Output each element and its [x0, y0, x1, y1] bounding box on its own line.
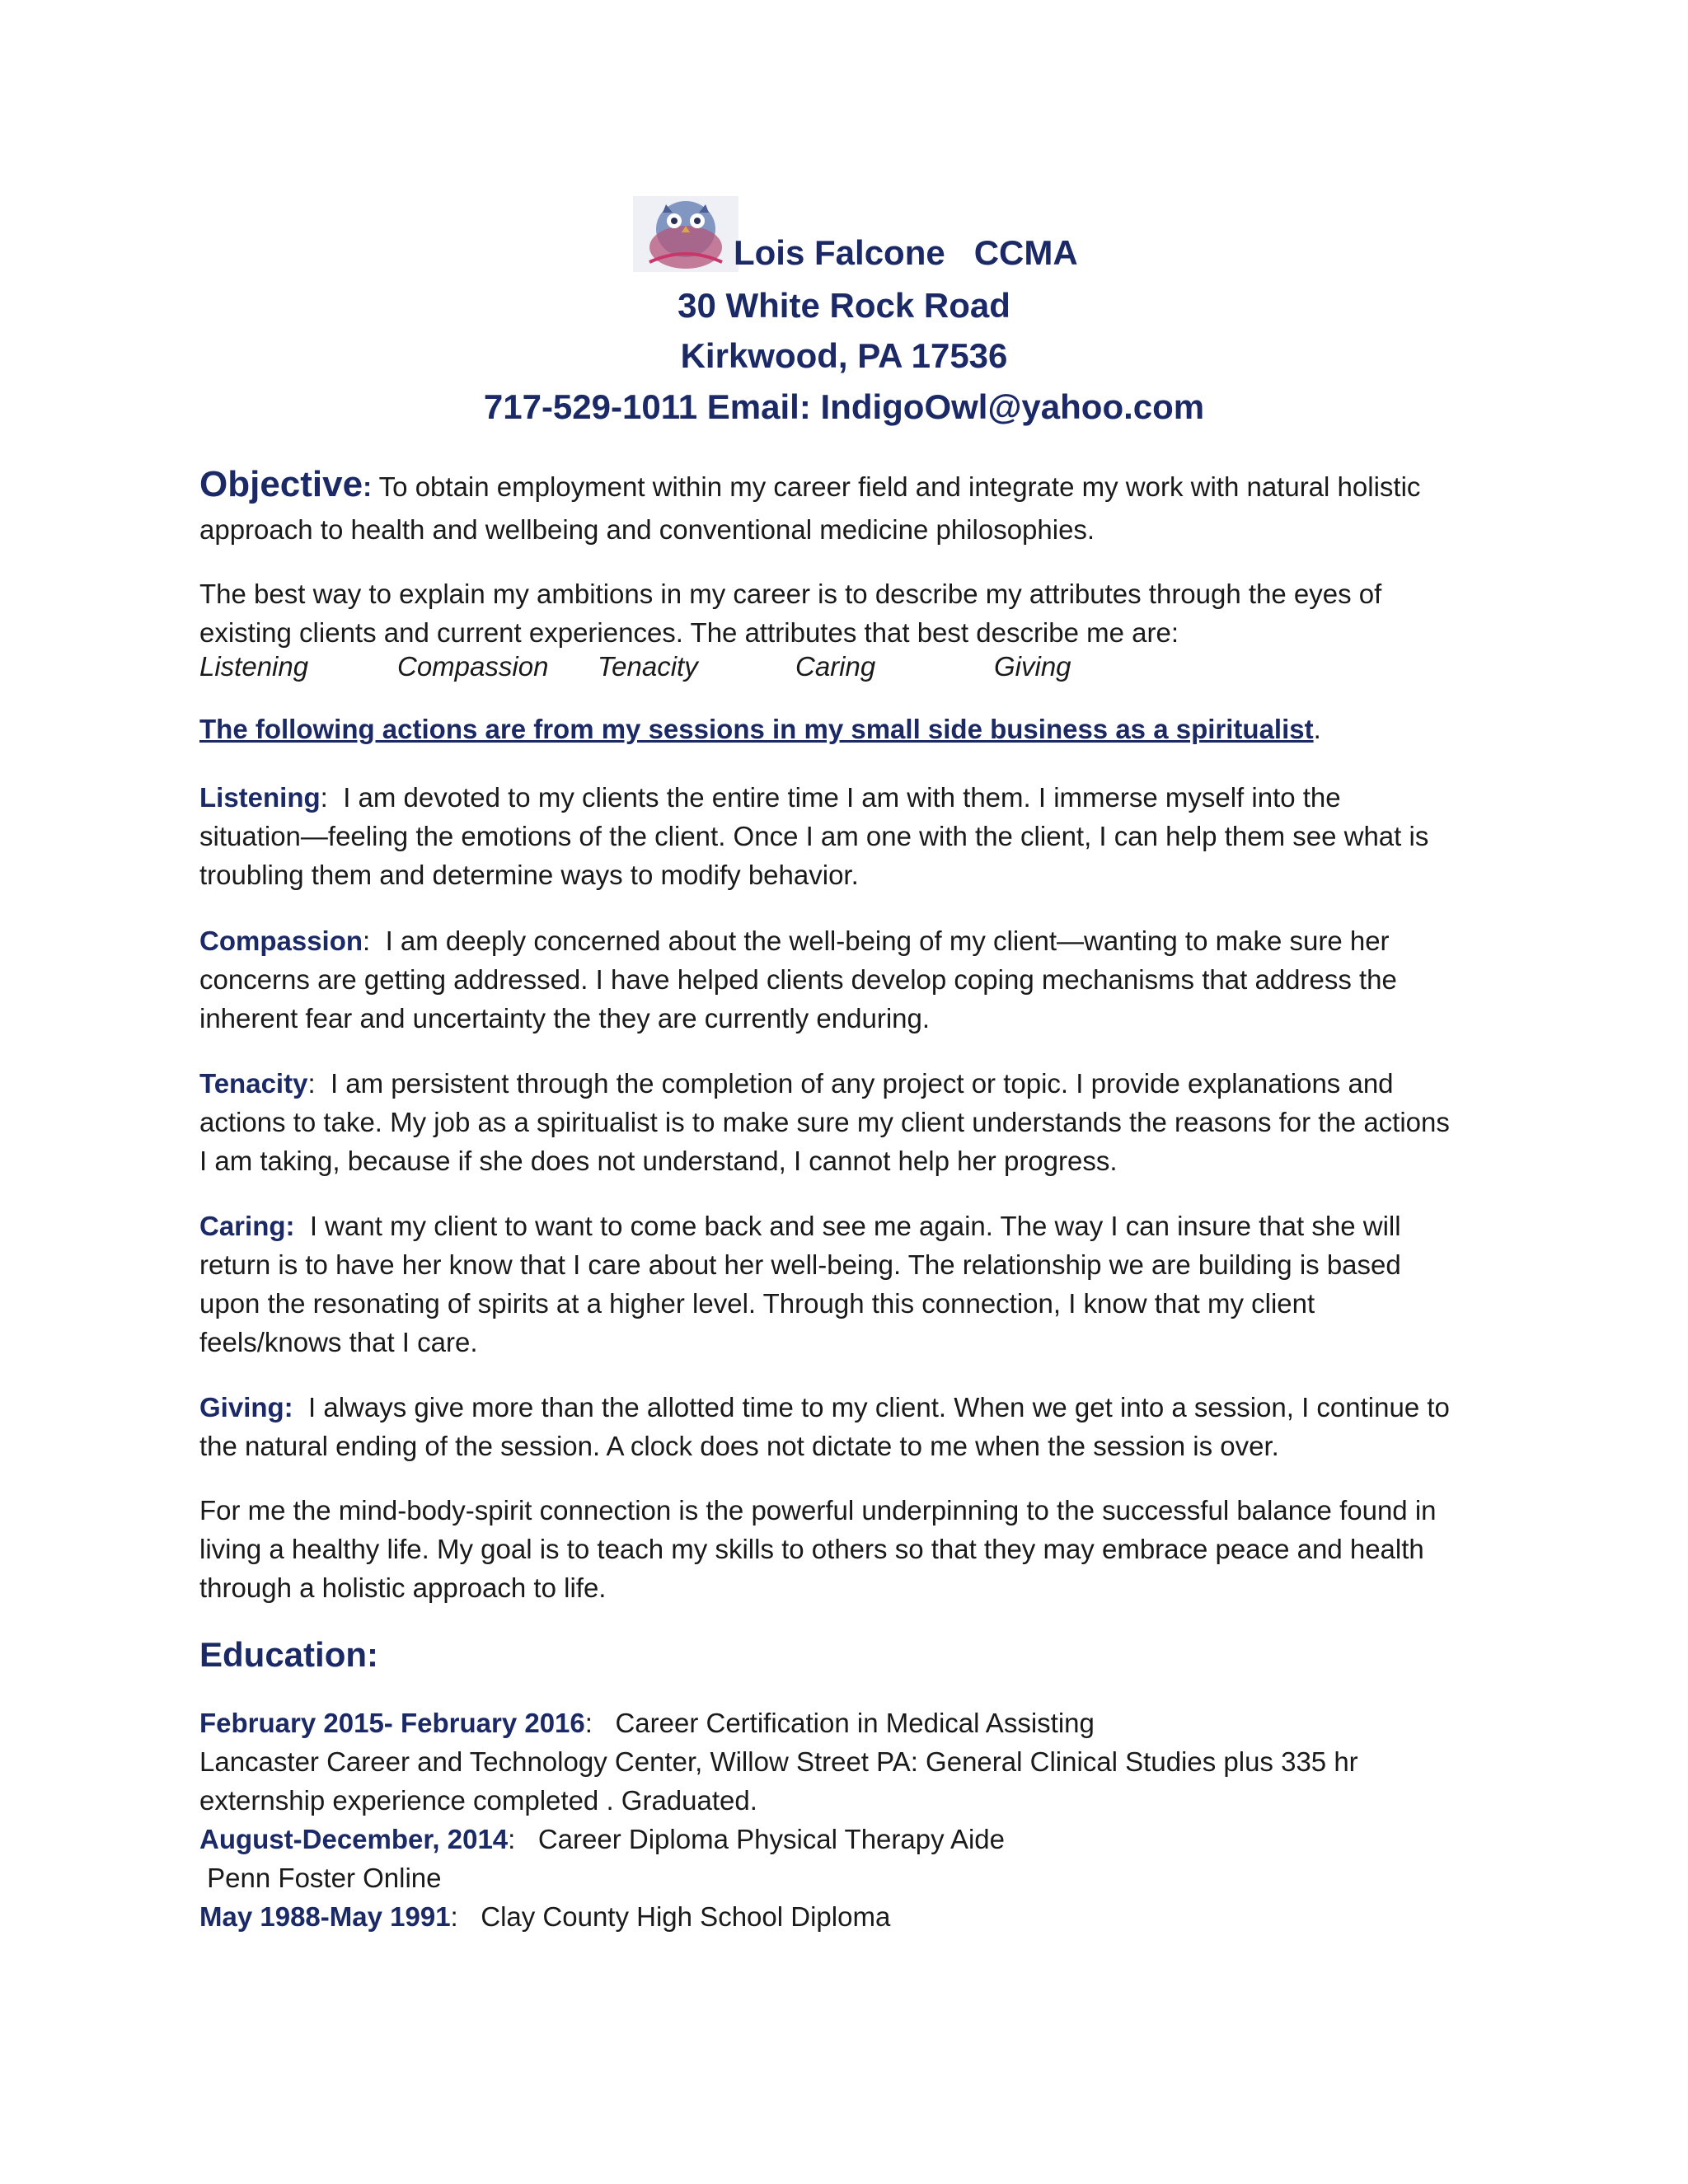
section-line: concerns are getting addressed. I have helped clients develop coping mechanisms that address the: [199, 964, 1397, 995]
section-sep: [295, 1211, 310, 1241]
education-sep: :: [508, 1824, 538, 1854]
section-giving: [199, 1388, 1502, 1465]
section-line: I always give more than the allotted time to my client. When we get into a session, I continue to: [308, 1392, 1450, 1422]
education-sep: :: [450, 1901, 481, 1932]
closing-paragraph: [199, 1491, 1502, 1607]
section-line: feels/knows that I care.: [199, 1327, 478, 1357]
section-line: inherent fear and uncertainty the they are currently enduring.: [199, 1003, 931, 1033]
objective-line-1: To obtain employment within my career field and integrate my work with natural holistic: [378, 471, 1421, 502]
attribute-giving: Giving: [994, 651, 1071, 682]
attribute-caring: Caring: [795, 651, 876, 682]
closing-line: For me the mind-body-spirit connection is the powerful underpinning to the successful balance found in: [199, 1495, 1437, 1526]
section-sep: :: [363, 926, 386, 956]
objective-line-2: approach to health and wellbeing and conventional medicine philosophies.: [199, 514, 1095, 545]
education-detail: Lancaster Career and Technology Center, Willow Street PA: General Clinical Studies plus 335 hr: [199, 1746, 1358, 1777]
closing-line: through a holistic approach to life.: [199, 1572, 607, 1603]
intro-line-2: existing clients and current experiences. The attributes that best describe me are:: [199, 617, 1179, 648]
section-label: Tenacity: [199, 1068, 308, 1099]
section-line: actions to take. My job as a spiritualist is to make sure my client understands the reasons for the actions: [199, 1107, 1450, 1137]
business-note-text: The following actions are from my sessions in my small side business as a spiritualist: [199, 714, 1314, 744]
education-title: Clay County High School Diploma: [481, 1901, 891, 1932]
section-line: I am persistent through the completion of any project or topic. I provide explanations and: [330, 1068, 1394, 1099]
section-compassion: [199, 921, 1502, 1038]
objective-colon: :: [363, 471, 373, 502]
education-title: Career Certification in Medical Assisting: [615, 1708, 1095, 1738]
section-line: situation—feeling the emotions of the client. Once I am one with the client, I can help them see what is: [199, 821, 1429, 851]
applicant-name: Lois Falcone CCMA: [734, 233, 1078, 272]
section-tenacity: [199, 1064, 1502, 1180]
section-caring: [199, 1207, 1502, 1361]
business-note-period: .: [1313, 714, 1321, 744]
section-line: I am devoted to my clients the entire time I am with them. I immerse myself into the: [343, 782, 1341, 813]
section-line: upon the resonating of spirits at a higher level. Through this connection, I know that my client: [199, 1288, 1315, 1319]
section-line: I am deeply concerned about the well-being of my client—wanting to make sure her: [385, 926, 1390, 956]
education-sep: :: [584, 1708, 616, 1738]
education-dates: May 1988-May 1991: [199, 1901, 451, 1932]
education-title: Career Diploma Physical Therapy Aide: [537, 1824, 1005, 1854]
section-label: Listening: [199, 782, 321, 813]
objective-heading: Objective: [199, 464, 363, 504]
section-label: Compassion: [199, 926, 363, 956]
address-line-2: Kirkwood, PA 17536: [680, 336, 1008, 375]
education-dates: February 2015- February 2016: [199, 1708, 585, 1738]
section-sep: [293, 1392, 308, 1422]
attribute-listening: Listening: [199, 651, 309, 682]
attribute-tenacity: Tenacity: [598, 651, 698, 682]
education-heading: Education:: [199, 1635, 378, 1674]
objective-section: [199, 462, 1502, 549]
section-label: Caring:: [199, 1211, 295, 1241]
section-sep: :: [307, 1068, 331, 1099]
section-listening: [199, 778, 1502, 894]
education-entries: [199, 1704, 1502, 1936]
intro-paragraph: [199, 574, 1502, 652]
education-section: [199, 1632, 1502, 1678]
attribute-compassion: Compassion: [397, 651, 549, 682]
section-line: I am taking, because if she does not understand, I cannot help her progress.: [199, 1146, 1118, 1176]
address-line-1: 30 White Rock Road: [678, 286, 1010, 325]
owl-logo-icon: [633, 196, 738, 272]
intro-line-1: The best way to explain my ambitions in my career is to describe my attributes through the eyes of: [199, 579, 1382, 609]
closing-line: living a healthy life. My goal is to teach my skills to others so that they may embrace peace and health: [199, 1534, 1424, 1564]
education-detail: externship experience completed . Graduated.: [199, 1785, 757, 1816]
business-note: [199, 714, 1321, 745]
section-line: the natural ending of the session. A clock does not dictate to me when the session is over.: [199, 1431, 1279, 1461]
section-sep: :: [320, 782, 344, 813]
education-dates: August-December, 2014: [199, 1824, 509, 1854]
education-detail: Penn Foster Online: [199, 1863, 442, 1893]
section-line: I want my client to want to come back and see me again. The way I can insure that she will: [309, 1211, 1401, 1241]
section-line: return is to have her know that I care about her well-being. The relationship we are building is based: [199, 1249, 1401, 1280]
section-line: troubling them and determine ways to modify behavior.: [199, 860, 859, 890]
section-label: Giving:: [199, 1392, 293, 1422]
contact-line: 717-529-1011 Email: IndigoOwl@yahoo.com: [483, 387, 1205, 426]
